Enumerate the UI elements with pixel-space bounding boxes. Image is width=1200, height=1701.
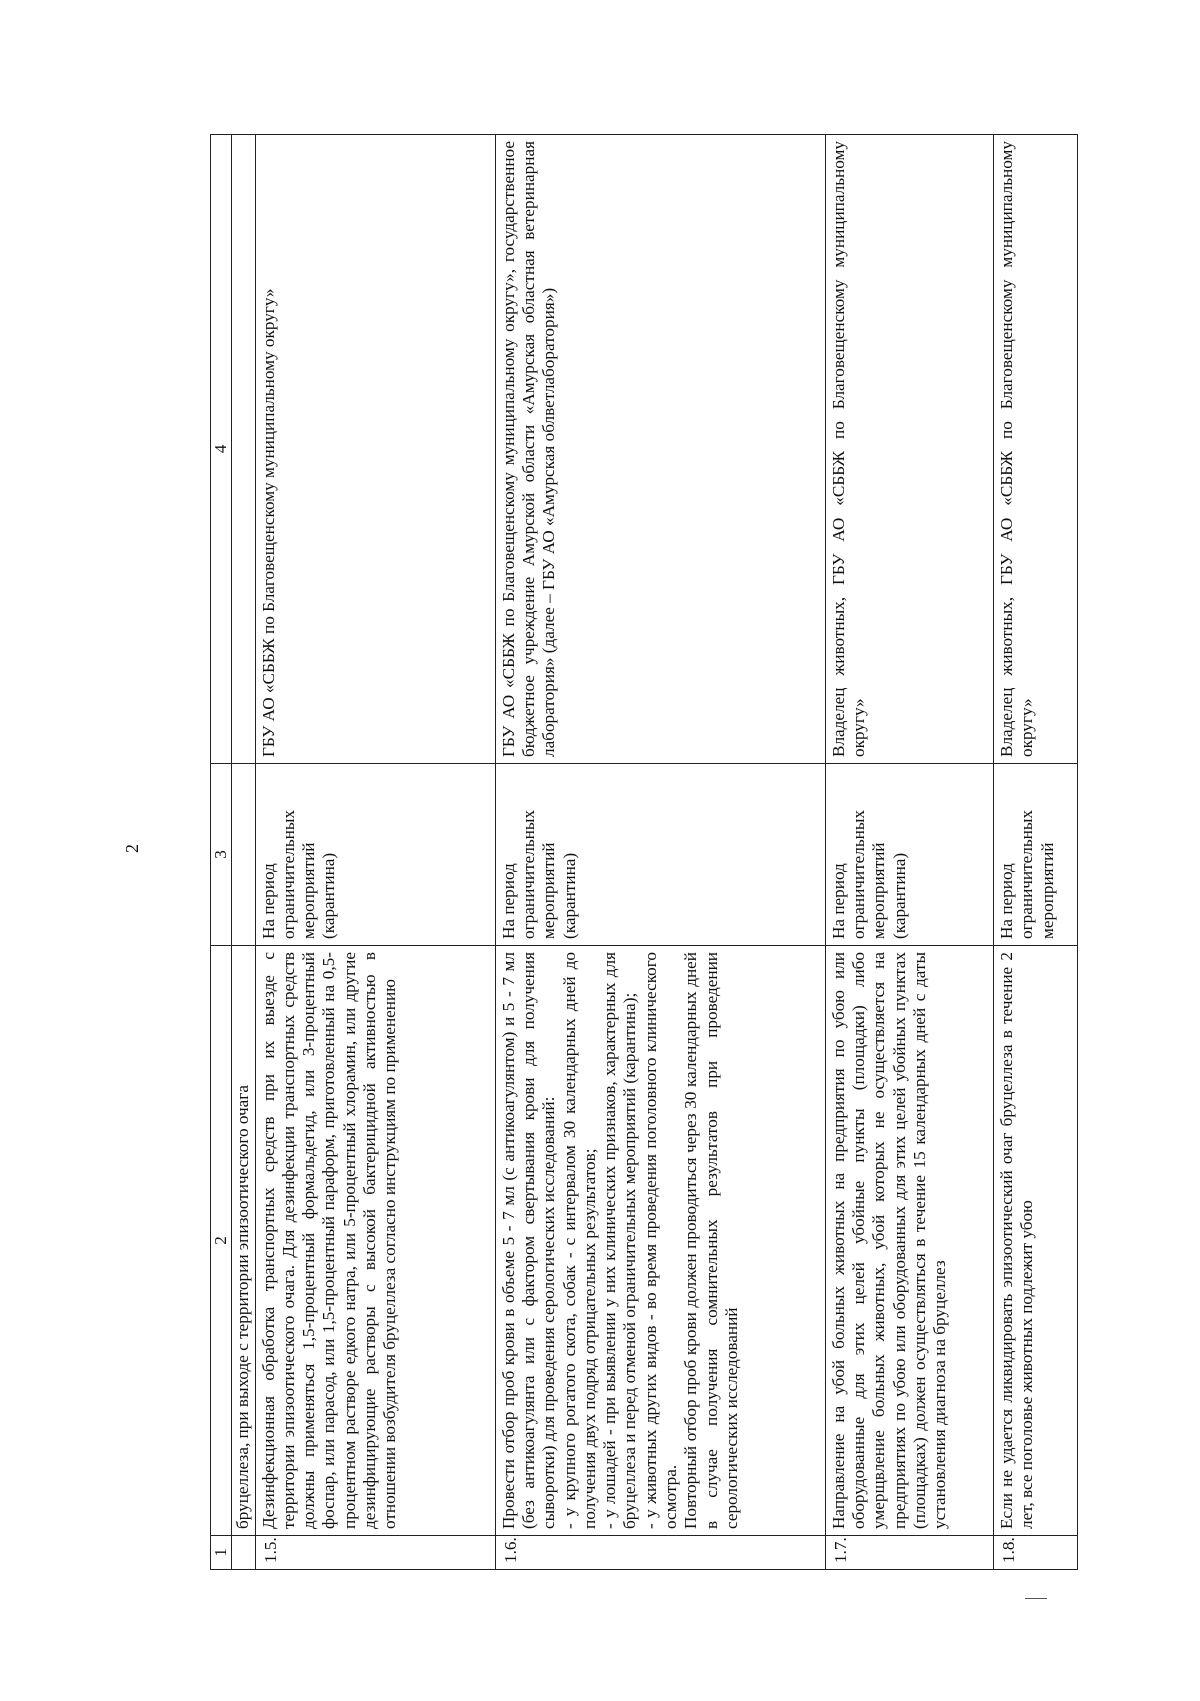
row-measure xyxy=(495,946,825,1536)
continuation-text: бруцеллеза, при выходе с территории эпизоотического очага xyxy=(232,946,255,1536)
row-executor: Владелец животных, ГБУ АО «СББЖ по Благовещенскому муниципальному округу» xyxy=(993,135,1077,764)
measure-line: - у животных других видов - во время проведения поголовного клинического осмотра. xyxy=(640,952,681,1529)
row-period: На период ограничительных мероприятий (карантина) xyxy=(495,764,825,946)
measure-line: - у крупного рогатого скота, собак - с интервалом 30 календарных дней до получения двух подряд отрицательных результатов; xyxy=(559,952,599,1529)
row-period: На период ограничительных мероприятий (карантина) xyxy=(255,764,495,946)
continuation-num-cell xyxy=(232,1536,255,1570)
measure-line: Провести отбор проб крови в объеме 5 - 7 мл (с антикоагулянтом) и 5 - 7 мл (без антикоагулянта или с фактором свертывания крови для получения сыворотки) для проведения серологических исследований: xyxy=(498,952,559,1529)
row-number: 1.6. xyxy=(495,1536,825,1570)
table-row xyxy=(993,135,1077,1570)
header-col-4: 4 xyxy=(211,135,232,764)
row-number: 1.7. xyxy=(825,1536,993,1570)
page-number: 2 xyxy=(122,844,142,853)
header-col-2: 2 xyxy=(211,946,232,1536)
row-period: На период ограничительных мероприятий (карантина) xyxy=(825,764,993,946)
header-col-3: 3 xyxy=(211,764,232,946)
header-col-1: 1 xyxy=(211,1536,232,1570)
row-measure: Если не удается ликвидировать эпизоотический очаг бруцеллеза в течение 2 лет, все поголовье животных подлежит убою xyxy=(993,946,1077,1536)
table-row xyxy=(255,135,495,1570)
row-measure: Дезинфекционная обработка транспортных средств при их выезде с территории эпизоотического очага. Для дезинфекции транспортных средств должны применяться 1,5-процентный формальдегид, или 3-процентный фоспар, или парасод, или 1,5-процентный параформ, приготовленный на 0,5-процентном растворе едкого натра, или 5-процентный хлорамин, или другие дезинфицирующие растворы с высокой бактерицидной активностью в отношении возбудителя бруцеллеза согласно инструкциям по применению xyxy=(255,946,495,1536)
continuation-executor-cell xyxy=(232,135,255,764)
measure-line: - у лошадей - при выявлении у них клинических признаков, характерных для бруцеллеза и перед отменой ограничительных мероприятий (карантина); xyxy=(600,952,640,1529)
row-measure: Направление на убой больных животных на предприятия по убою или оборудованные для этих целей убойные пункты (площадки) либо умерщвление больных животных, убой которых не осуществляется на предприятиях по убою или оборудованных для этих целей убойных пунктах (площадках) должен осуществляться в течение 15 календарных дней с даты установления диагноза на бруцеллез xyxy=(825,946,993,1536)
scan-mark xyxy=(1025,1598,1047,1599)
table-row xyxy=(495,135,825,1570)
measures-table xyxy=(210,134,1078,1570)
continuation-row xyxy=(232,135,255,1570)
row-executor: ГБУ АО «СББЖ по Благовещенскому муниципальному округу», государственное бюджетное учреждение Амурской области «Амурская областная ветеринарная лаборатория» (далее – ГБУ АО «Амурская облветлаборатория») xyxy=(495,135,825,764)
measures-table-container xyxy=(210,135,1200,1563)
table-header-row xyxy=(211,135,232,1570)
continuation-period-cell xyxy=(232,764,255,946)
row-number: 1.5. xyxy=(255,1536,495,1570)
row-period: На период ограничительных мероприятий xyxy=(993,764,1077,946)
row-executor: Владелец животных, ГБУ АО «СББЖ по Благовещенскому муниципальному округу» xyxy=(825,135,993,764)
row-executor: ГБУ АО «СББЖ по Благовещенскому муниципальному округу» xyxy=(255,135,495,764)
measures-table-rotated xyxy=(210,135,1078,1570)
row-number: 1.8. xyxy=(993,1536,1077,1570)
table-row xyxy=(825,135,993,1570)
measure-line: Повторный отбор проб крови должен проводиться через 30 календарных дней в случае получения сомнительных результатов при проведении серологических исследований xyxy=(681,952,741,1529)
